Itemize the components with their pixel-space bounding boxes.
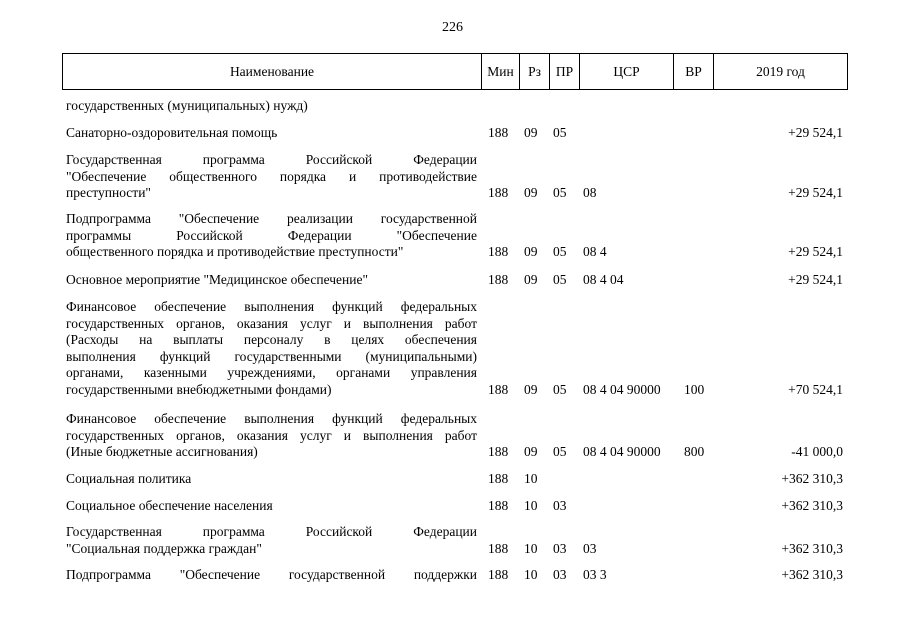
row-value: +70 524,1 — [788, 381, 843, 397]
row-rz: 09 — [524, 185, 538, 200]
row-vr: 800 — [684, 444, 705, 459]
row-csr: 08 4 04 — [583, 272, 624, 287]
row-min: 188 — [488, 567, 509, 582]
row-rz: 09 — [524, 272, 538, 287]
row-min: 188 — [488, 498, 509, 513]
table-header — [62, 53, 848, 90]
row-csr: 08 4 04 90000 — [583, 381, 661, 397]
table-row — [0, 471, 905, 488]
row-name-line: Государственная программа Российской Федерации — [66, 152, 477, 167]
row-name-line: общественного порядка и противодействие преступности" — [66, 244, 404, 259]
header-rz: Рз — [519, 54, 549, 89]
row-name — [66, 524, 477, 557]
row-name-line: государственных (муниципальных) нужд) — [66, 98, 308, 113]
header-csr: ЦСР — [579, 54, 673, 89]
row-name-line: государственных органов, оказания услуг и выполнения работ — [66, 315, 477, 331]
header-vr: ВР — [673, 54, 713, 89]
row-rz: 09 — [524, 244, 538, 259]
row-value: +362 310,3 — [781, 498, 843, 513]
row-pr: 05 — [553, 244, 567, 259]
row-name — [66, 498, 477, 515]
table-row — [0, 498, 905, 515]
header-name: Наименование — [229, 63, 315, 79]
row-min: 188 — [488, 244, 509, 259]
row-name-line: Основное мероприятие "Медицинское обеспечение" — [66, 272, 368, 287]
row-pr: 05 — [553, 381, 567, 397]
row-name-line: Финансовое обеспечение выполнения функций федеральных — [66, 411, 477, 426]
row-pr: 03 — [553, 540, 567, 556]
table-row — [0, 299, 905, 398]
row-value: +29 524,1 — [788, 272, 843, 287]
row-pr: 03 — [553, 567, 567, 582]
row-name-line: преступности" — [66, 185, 151, 200]
row-pr: 05 — [553, 185, 567, 200]
row-name — [66, 272, 477, 289]
row-value: +29 524,1 — [788, 185, 843, 200]
row-value: +362 310,3 — [781, 471, 843, 486]
row-min: 188 — [488, 540, 509, 556]
row-name — [66, 211, 477, 261]
table-row — [0, 411, 905, 461]
table-row — [0, 272, 905, 289]
row-name-line: Санаторно-оздоровительная помощь — [66, 125, 278, 140]
table-row — [0, 98, 905, 115]
header-min: Мин — [481, 54, 519, 89]
row-name-line: программы Российской Федерации "Обеспечение — [66, 227, 477, 243]
row-name-line: (Иные бюджетные ассигнования) — [66, 444, 258, 459]
row-min: 188 — [488, 471, 509, 486]
row-name — [66, 567, 477, 584]
row-name-line: Финансовое обеспечение выполнения функций федеральных — [66, 299, 477, 314]
row-rz: 09 — [524, 444, 538, 459]
table-row — [0, 125, 905, 142]
row-value: +29 524,1 — [788, 244, 843, 259]
row-name-line: Подпрограмма "Обеспечение государственной поддержки — [66, 567, 477, 582]
row-csr: 08 4 — [583, 244, 607, 259]
header-pr: ПР — [549, 54, 579, 89]
row-csr: 08 4 04 90000 — [583, 444, 661, 459]
row-name-line: государственных органов, оказания услуг и выполнения работ — [66, 427, 477, 443]
row-name-line: "Социальная поддержка граждан" — [66, 540, 262, 556]
row-value: +29 524,1 — [788, 125, 843, 140]
row-csr: 03 — [583, 540, 597, 556]
table-row — [0, 524, 905, 557]
row-vr: 100 — [684, 381, 705, 397]
row-pr: 05 — [553, 272, 567, 287]
table-row — [0, 567, 905, 584]
row-min: 188 — [488, 381, 509, 397]
row-pr: 03 — [553, 498, 567, 513]
row-csr: 03 3 — [583, 567, 607, 582]
page-number: 226 — [442, 20, 463, 35]
row-name-line: "Обеспечение общественного порядка и противодействие — [66, 168, 477, 184]
row-name — [66, 299, 477, 398]
row-name — [66, 125, 477, 142]
table-row — [0, 152, 905, 202]
row-pr: 05 — [553, 125, 567, 140]
row-rz: 10 — [524, 471, 538, 486]
row-name-line: Социальная политика — [66, 471, 192, 486]
row-name — [66, 411, 477, 461]
row-name-line: Подпрограмма "Обеспечение реализации государственной — [66, 211, 477, 226]
row-name-line: Социальное обеспечение населения — [66, 498, 273, 513]
row-value: +362 310,3 — [781, 540, 843, 556]
table-row — [0, 211, 905, 261]
row-name-line: выполнения функций государственными (муниципальными) — [66, 348, 477, 364]
row-name-line: органами, казенными учреждениями, органами управления — [66, 365, 477, 380]
row-name-line: государственными внебюджетными фондами) — [66, 381, 332, 397]
row-name-line: (Расходы на выплаты персоналу в целях обеспечения — [66, 332, 477, 347]
row-name — [66, 98, 477, 115]
row-min: 188 — [488, 444, 509, 459]
row-name — [66, 152, 477, 202]
row-rz: 10 — [524, 540, 538, 556]
row-min: 188 — [488, 185, 509, 200]
row-rz: 10 — [524, 567, 538, 582]
row-rz: 09 — [524, 381, 538, 397]
row-value: +362 310,3 — [781, 567, 843, 582]
row-min: 188 — [488, 272, 509, 287]
row-pr: 05 — [553, 444, 567, 459]
header-year: 2019 год — [713, 54, 847, 89]
row-name — [66, 471, 477, 488]
row-min: 188 — [488, 125, 509, 140]
row-csr: 08 — [583, 185, 597, 200]
row-rz: 09 — [524, 125, 538, 140]
row-name-line: Государственная программа Российской Федерации — [66, 524, 477, 539]
row-value: -41 000,0 — [791, 444, 843, 459]
row-rz: 10 — [524, 498, 538, 513]
